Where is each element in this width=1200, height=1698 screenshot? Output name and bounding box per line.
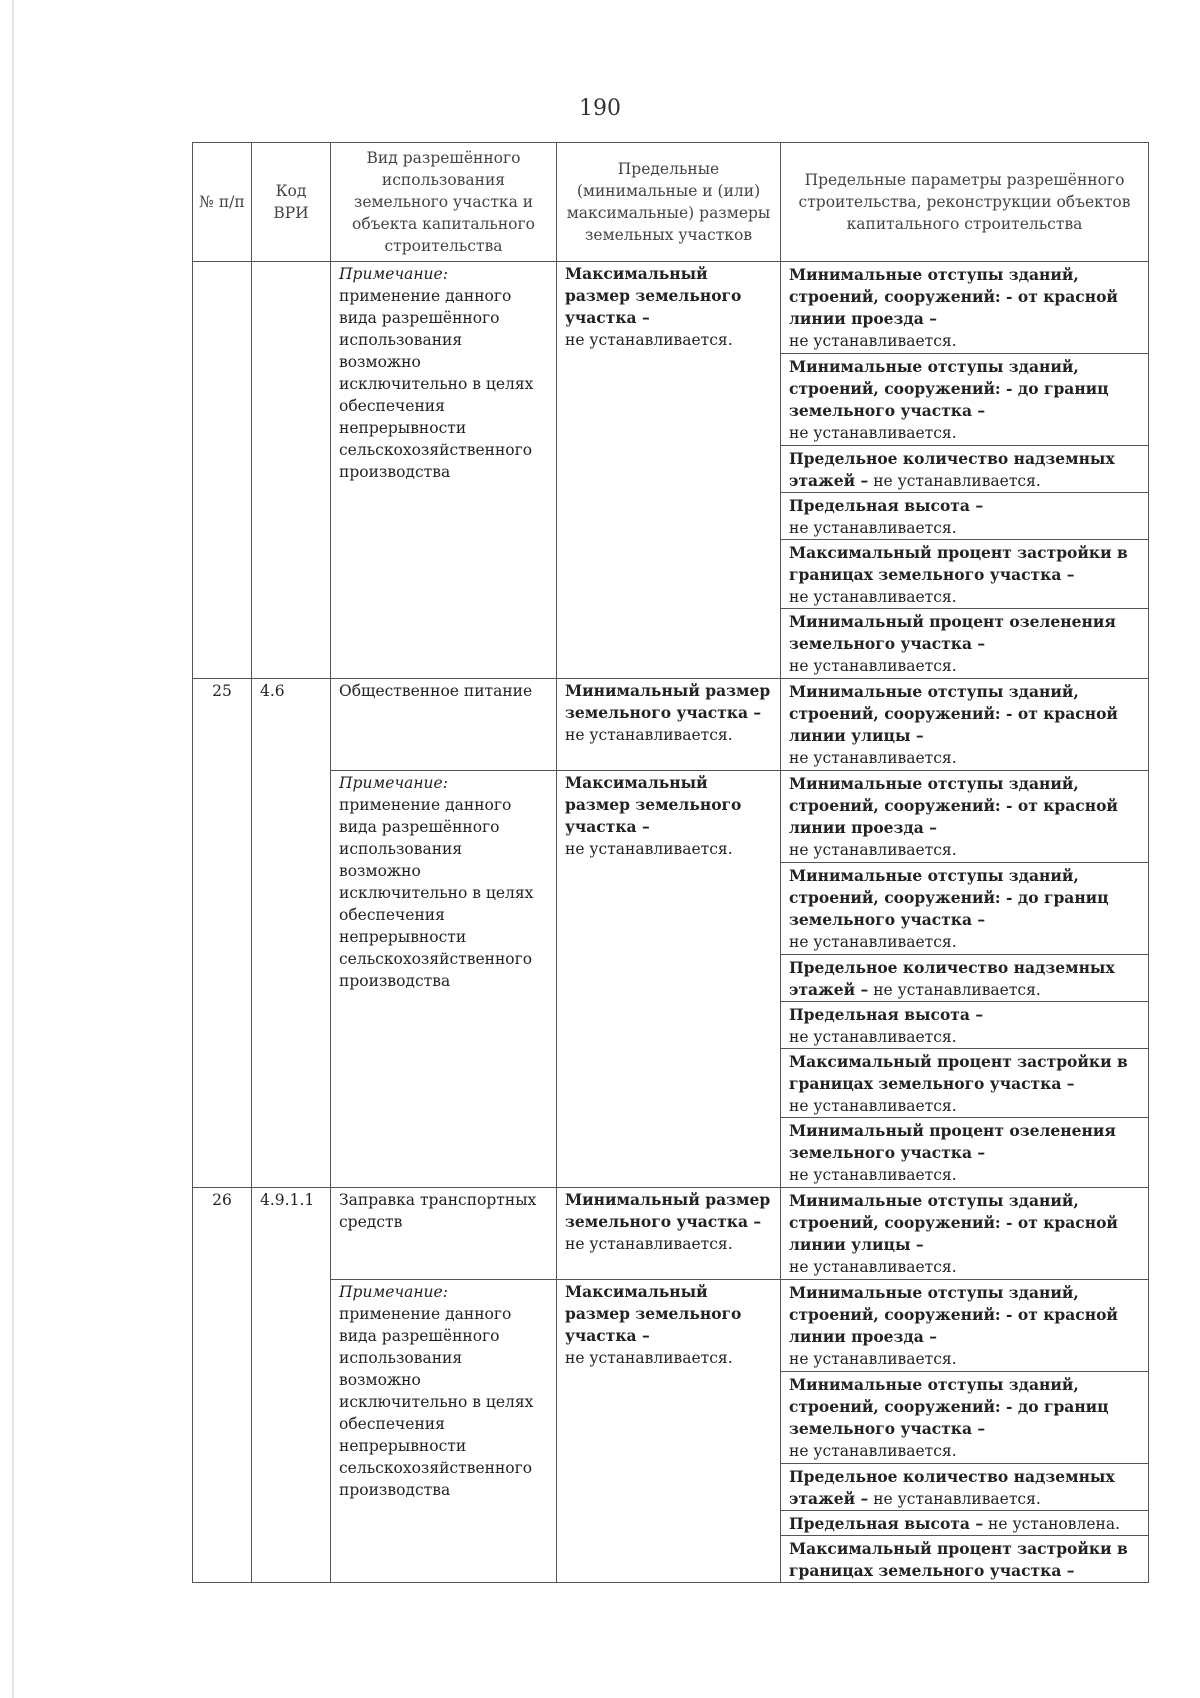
min-size-label: Минимальный размер земельного участка – <box>565 681 771 722</box>
param-value: не устанавливается. <box>789 519 957 537</box>
param-label: Минимальный процент озеленения земельного участка – <box>789 1121 1116 1162</box>
param-floors <box>781 446 1149 493</box>
row-number: 26 <box>193 1188 252 1583</box>
param-label: Предельное количество надземных этажей – <box>789 958 1115 999</box>
param-value: не устанавливается. <box>873 1490 1041 1508</box>
use-type-name: Общественное питание <box>331 679 557 771</box>
param-height <box>781 493 1149 540</box>
param-label: Минимальные отступы зданий, строений, сооружений: - до границ земельного участка – <box>789 357 1109 420</box>
min-size-label: Минимальный размер земельного участка – <box>565 1190 771 1231</box>
param-floors <box>781 955 1149 1002</box>
param-value: не устанавливается. <box>789 657 957 675</box>
param-label: Максимальный процент застройки в границах земельного участка – <box>789 1539 1128 1580</box>
param-value: не устанавливается. <box>789 933 957 951</box>
header-num: № п/п <box>193 143 252 262</box>
min-size-value: не устанавливается. <box>565 1235 733 1253</box>
min-size-cell <box>557 679 781 771</box>
note-cell <box>331 771 557 1188</box>
param-border <box>781 863 1149 955</box>
max-size-value: не устанавливается. <box>565 331 733 349</box>
param-red-street <box>781 1188 1149 1280</box>
note-cell <box>331 1280 557 1583</box>
min-size-cell <box>557 1188 781 1280</box>
param-red-street <box>781 679 1149 771</box>
note-label: Примечание: <box>339 1283 448 1301</box>
use-type-name: Заправка транспортных средств <box>331 1188 557 1280</box>
max-size-label: Максимальный размер земельного участка – <box>565 1282 742 1345</box>
note-label: Примечание: <box>339 774 448 792</box>
param-build-pct <box>781 540 1149 609</box>
param-label: Минимальные отступы зданий, строений, сооружений: - от красной линии проезда – <box>789 265 1118 328</box>
param-value: не устанавливается. <box>789 588 957 606</box>
param-value: не устанавливается. <box>789 749 957 767</box>
param-build-pct <box>781 1049 1149 1118</box>
page-number: 190 <box>579 96 621 121</box>
param-value: не устанавливается. <box>873 981 1041 999</box>
param-height <box>781 1511 1149 1536</box>
param-red-passage <box>781 262 1149 354</box>
param-value: не установлена. <box>988 1515 1120 1533</box>
param-floors <box>781 1464 1149 1511</box>
param-value: не устанавливается. <box>789 1166 957 1184</box>
param-label: Предельное количество надземных этажей – <box>789 449 1115 490</box>
param-value: не устанавливается. <box>789 1258 957 1276</box>
param-label: Минимальный процент озеленения земельного участка – <box>789 612 1116 653</box>
header-type: Вид разрешённого использования земельного участка и объекта капитального строительства <box>331 143 557 262</box>
max-size-cell <box>557 771 781 1188</box>
param-build-pct <box>781 1536 1149 1583</box>
cont-num-cell <box>193 262 252 679</box>
min-size-value: не устанавливается. <box>565 726 733 744</box>
max-size-label: Максимальный размер земельного участка – <box>565 264 742 327</box>
max-size-value: не устанавливается. <box>565 1349 733 1367</box>
param-label: Минимальные отступы зданий, строений, сооружений: - до границ земельного участка – <box>789 1375 1109 1438</box>
param-border <box>781 1372 1149 1464</box>
param-value: не устанавливается. <box>789 1350 957 1368</box>
note-text: применение данного вида разрешённого использования возможно исключительно в целях обеспечения непрерывности сельскохозяйственного производства <box>339 1305 534 1499</box>
param-green-pct <box>781 609 1149 679</box>
param-label: Максимальный процент застройки в границах земельного участка – <box>789 543 1128 584</box>
param-label: Предельная высота – <box>789 496 984 515</box>
param-green-pct <box>781 1118 1149 1188</box>
param-label: Минимальные отступы зданий, строений, сооружений: - от красной линии проезда – <box>789 774 1118 837</box>
param-label: Предельная высота – <box>789 1005 984 1024</box>
max-size-label: Максимальный размер земельного участка – <box>565 773 742 836</box>
param-height <box>781 1002 1149 1049</box>
header-params: Предельные параметры разрешённого строительства, реконструкции объектов капитального строительства <box>781 143 1149 262</box>
param-value: не устанавливается. <box>789 1097 957 1115</box>
param-label: Минимальные отступы зданий, строений, сооружений: - от красной линии улицы – <box>789 1191 1118 1254</box>
cont-note-cell <box>331 262 557 679</box>
scan-edge <box>12 0 14 1698</box>
param-value: не устанавливается. <box>789 424 957 442</box>
param-value: не устанавливается. <box>789 1028 957 1046</box>
max-size-value: не устанавливается. <box>565 840 733 858</box>
param-label: Максимальный процент застройки в границах земельного участка – <box>789 1052 1128 1093</box>
header-code: Код ВРИ <box>252 143 331 262</box>
param-label: Минимальные отступы зданий, строений, сооружений: - от красной линии улицы – <box>789 682 1118 745</box>
param-value: не устанавливается. <box>873 472 1041 490</box>
regulations-table <box>192 142 1149 1583</box>
cont-max-size-cell <box>557 262 781 679</box>
param-label: Минимальные отступы зданий, строений, сооружений: - от красной линии проезда – <box>789 1283 1118 1346</box>
max-size-cell <box>557 1280 781 1583</box>
param-value: не устанавливается. <box>789 1442 957 1460</box>
param-red-passage <box>781 1280 1149 1372</box>
row-number: 25 <box>193 679 252 1188</box>
param-label: Минимальные отступы зданий, строений, сооружений: - до границ земельного участка – <box>789 866 1109 929</box>
param-value: не устанавливается. <box>789 332 957 350</box>
param-label: Предельное количество надземных этажей – <box>789 1467 1115 1508</box>
vri-code: 4.6 <box>252 679 331 1188</box>
param-red-passage <box>781 771 1149 863</box>
cont-code-cell <box>252 262 331 679</box>
note-text: применение данного вида разрешённого использования возможно исключительно в целях обеспечения непрерывности сельскохозяйственного производства <box>339 796 534 990</box>
note-label: Примечание: <box>339 265 448 283</box>
header-sizes: Предельные (минимальные и (или) максимальные) размеры земельных участков <box>557 143 781 262</box>
vri-code: 4.9.1.1 <box>252 1188 331 1583</box>
note-text: применение данного вида разрешённого использования возможно исключительно в целях обеспечения непрерывности сельскохозяйственного производства <box>339 287 534 481</box>
param-label: Предельная высота – <box>789 1514 984 1533</box>
param-value: не устанавливается. <box>789 841 957 859</box>
param-border <box>781 354 1149 446</box>
